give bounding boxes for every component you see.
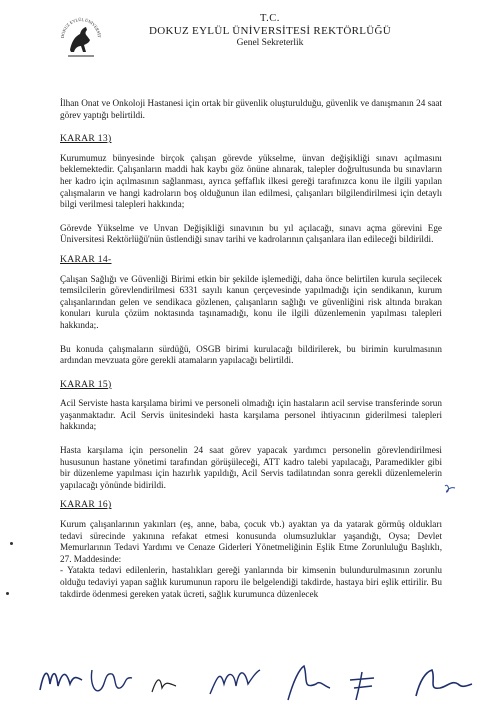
signature-7 — [416, 670, 472, 696]
karar-13-heading: KARAR 13) — [60, 133, 112, 145]
karar-16-heading: KARAR 16) — [60, 499, 112, 511]
signature-6 — [350, 672, 374, 700]
margin-dot — [6, 592, 9, 595]
letterhead — [120, 13, 420, 49]
karar-15-heading: KARAR 15) — [60, 378, 112, 390]
signatures-row — [20, 650, 490, 706]
signature-1 — [40, 673, 82, 690]
svg-text:DOKUZ EYLÜL ÜNİVERSİTESİ: DOKUZ EYLÜL ÜNİVERSİT — [59, 16, 103, 39]
university-seal-logo — [56, 10, 106, 62]
karar-16-article: - Yatakta tedavi edilenlerin, hastalıkları gereği yanlarında bir kimsenin bulundurulmasının zorunlu olduğu tedaviyi yapan sağlık kurumunun raporu ile belgelendiği takdirde, hastaya biri eşlik ettirilir. Bu takdirde ödenmesi gereken yatak ücreti, sağlık kurumunca düzenlecek — [60, 565, 442, 599]
karar-15-request: Acil Serviste hasta karşılama birimi ve personeli olmadığı için hastaların acil servise transferinde sorun yaşanmaktadır. Acil Servis ünitesindeki hasta karşılama personel ihtiyacının giderilmesi talepleri hakkında; — [60, 398, 442, 432]
karar-13-decision: Görevde Yükselme ve Unvan Değişikliği sınavının bu yıl açılacağı, sınavı açma görevini Ege Üniversitesi Rektörlüğü'nün üstlendiği sınav tarihi ve kadrolarının çalışanlara ilan edileceği bildirildi. — [60, 222, 442, 245]
margin-dot — [10, 542, 13, 545]
karar-15-decision: Hasta karşılama için personelin 24 saat görev yapacak yardımcı personelin görevlendirilmesi hususunun hastane yönetimi tarafından görüşüleceği, ATT kadro talebi yapılacağı, Paramedikler gibi bir düzenleme yapılması için hazırlık yapıldığı, Acil Servis tadilatından sonra gerekli düzenlemelerin yapılacağı yönünde bidirildi. — [60, 445, 442, 490]
signature-2 — [91, 670, 132, 691]
tc-label: T.C. — [260, 13, 280, 24]
karar-14-decision: Bu konuda çalışmaların sürdüğü, OSGB birimi kurulacağı bildirilerek, bu birimin kurulmasının ardından mevzuata göre gerekli atamaların yapılacağı belirtildi. — [60, 343, 442, 366]
karar-14-heading: KARAR 14- — [60, 253, 112, 265]
signature-4 — [210, 670, 260, 694]
karar-14-request: Çalışan Sağlığı ve Güvenliği Birimi etkin bir şekilde işlemediği, daha önce belirtilen kurula seçilecek temsilcilerin görevlendirilmesi 6331 sayılı kanun çerçevesinde yapılmadığı için sendikanın, kurum çalışanlarından gelen ve sendikaca gözlenen, çalışanların sağlığı ve güvenliğini risk altında bırakan konuları kurula çözüm noktasında taşınamadığı, konu ile ilgili düzenlemenin yapılması talepleri hakkında;. — [60, 273, 442, 330]
university-name: DOKUZ EYLÜL ÜNİVERSİTESİ REKTÖRLÜĞÜ — [149, 25, 391, 37]
signature-3 — [152, 680, 176, 692]
signature-5 — [288, 666, 330, 700]
department-name: Genel Sekreterlik — [236, 38, 304, 48]
karar-16-request: Kurum çalışanlarının yakınları (eş, anne, baba, çocuk vb.) ayaktan ya da yatarak görmüş oldukları tedavi sürecinde yakınına refakat etmesi konusunda olumsuzluklar yaşandığı, Oysa; Devlet Memurlarının Tedavi Yardımı ve Cenaze Giderleri Yönetmeliğinin Eşlik Etme Zorunluluğu Başlıklı, 27. Maddesinde: — [60, 519, 442, 564]
margin-mark — [443, 482, 457, 496]
document-body — [60, 98, 442, 600]
intro-paragraph: İlhan Onat ve Onkoloji Hastanesi için ortak bir güvenlik oluşturulduğu, güvenlik ve danışmanın 24 saat görev yaptığı belirtildi. — [60, 98, 442, 120]
karar-13-request: Kurumumuz bünyesinde birçok çalışan görevde yükselme, ünvan değişikliği sınavı açılmasını beklemektedir. Çalışanların maddi hak kaybı göz önüne alınarak, talepler doğrultusunda bu sınavların her kadro için açılmasının sağlanması, ayrıca şeffaflık ilkesi gereği tarafınızca konu ile ilgili yapılan çalışmaların ve hangi kadroların boş olduğunun ilan edilmesi, çalışanları bilgilendirilmesi için detaylı bilgi verilmesi talepleri hakkında; — [60, 152, 442, 210]
